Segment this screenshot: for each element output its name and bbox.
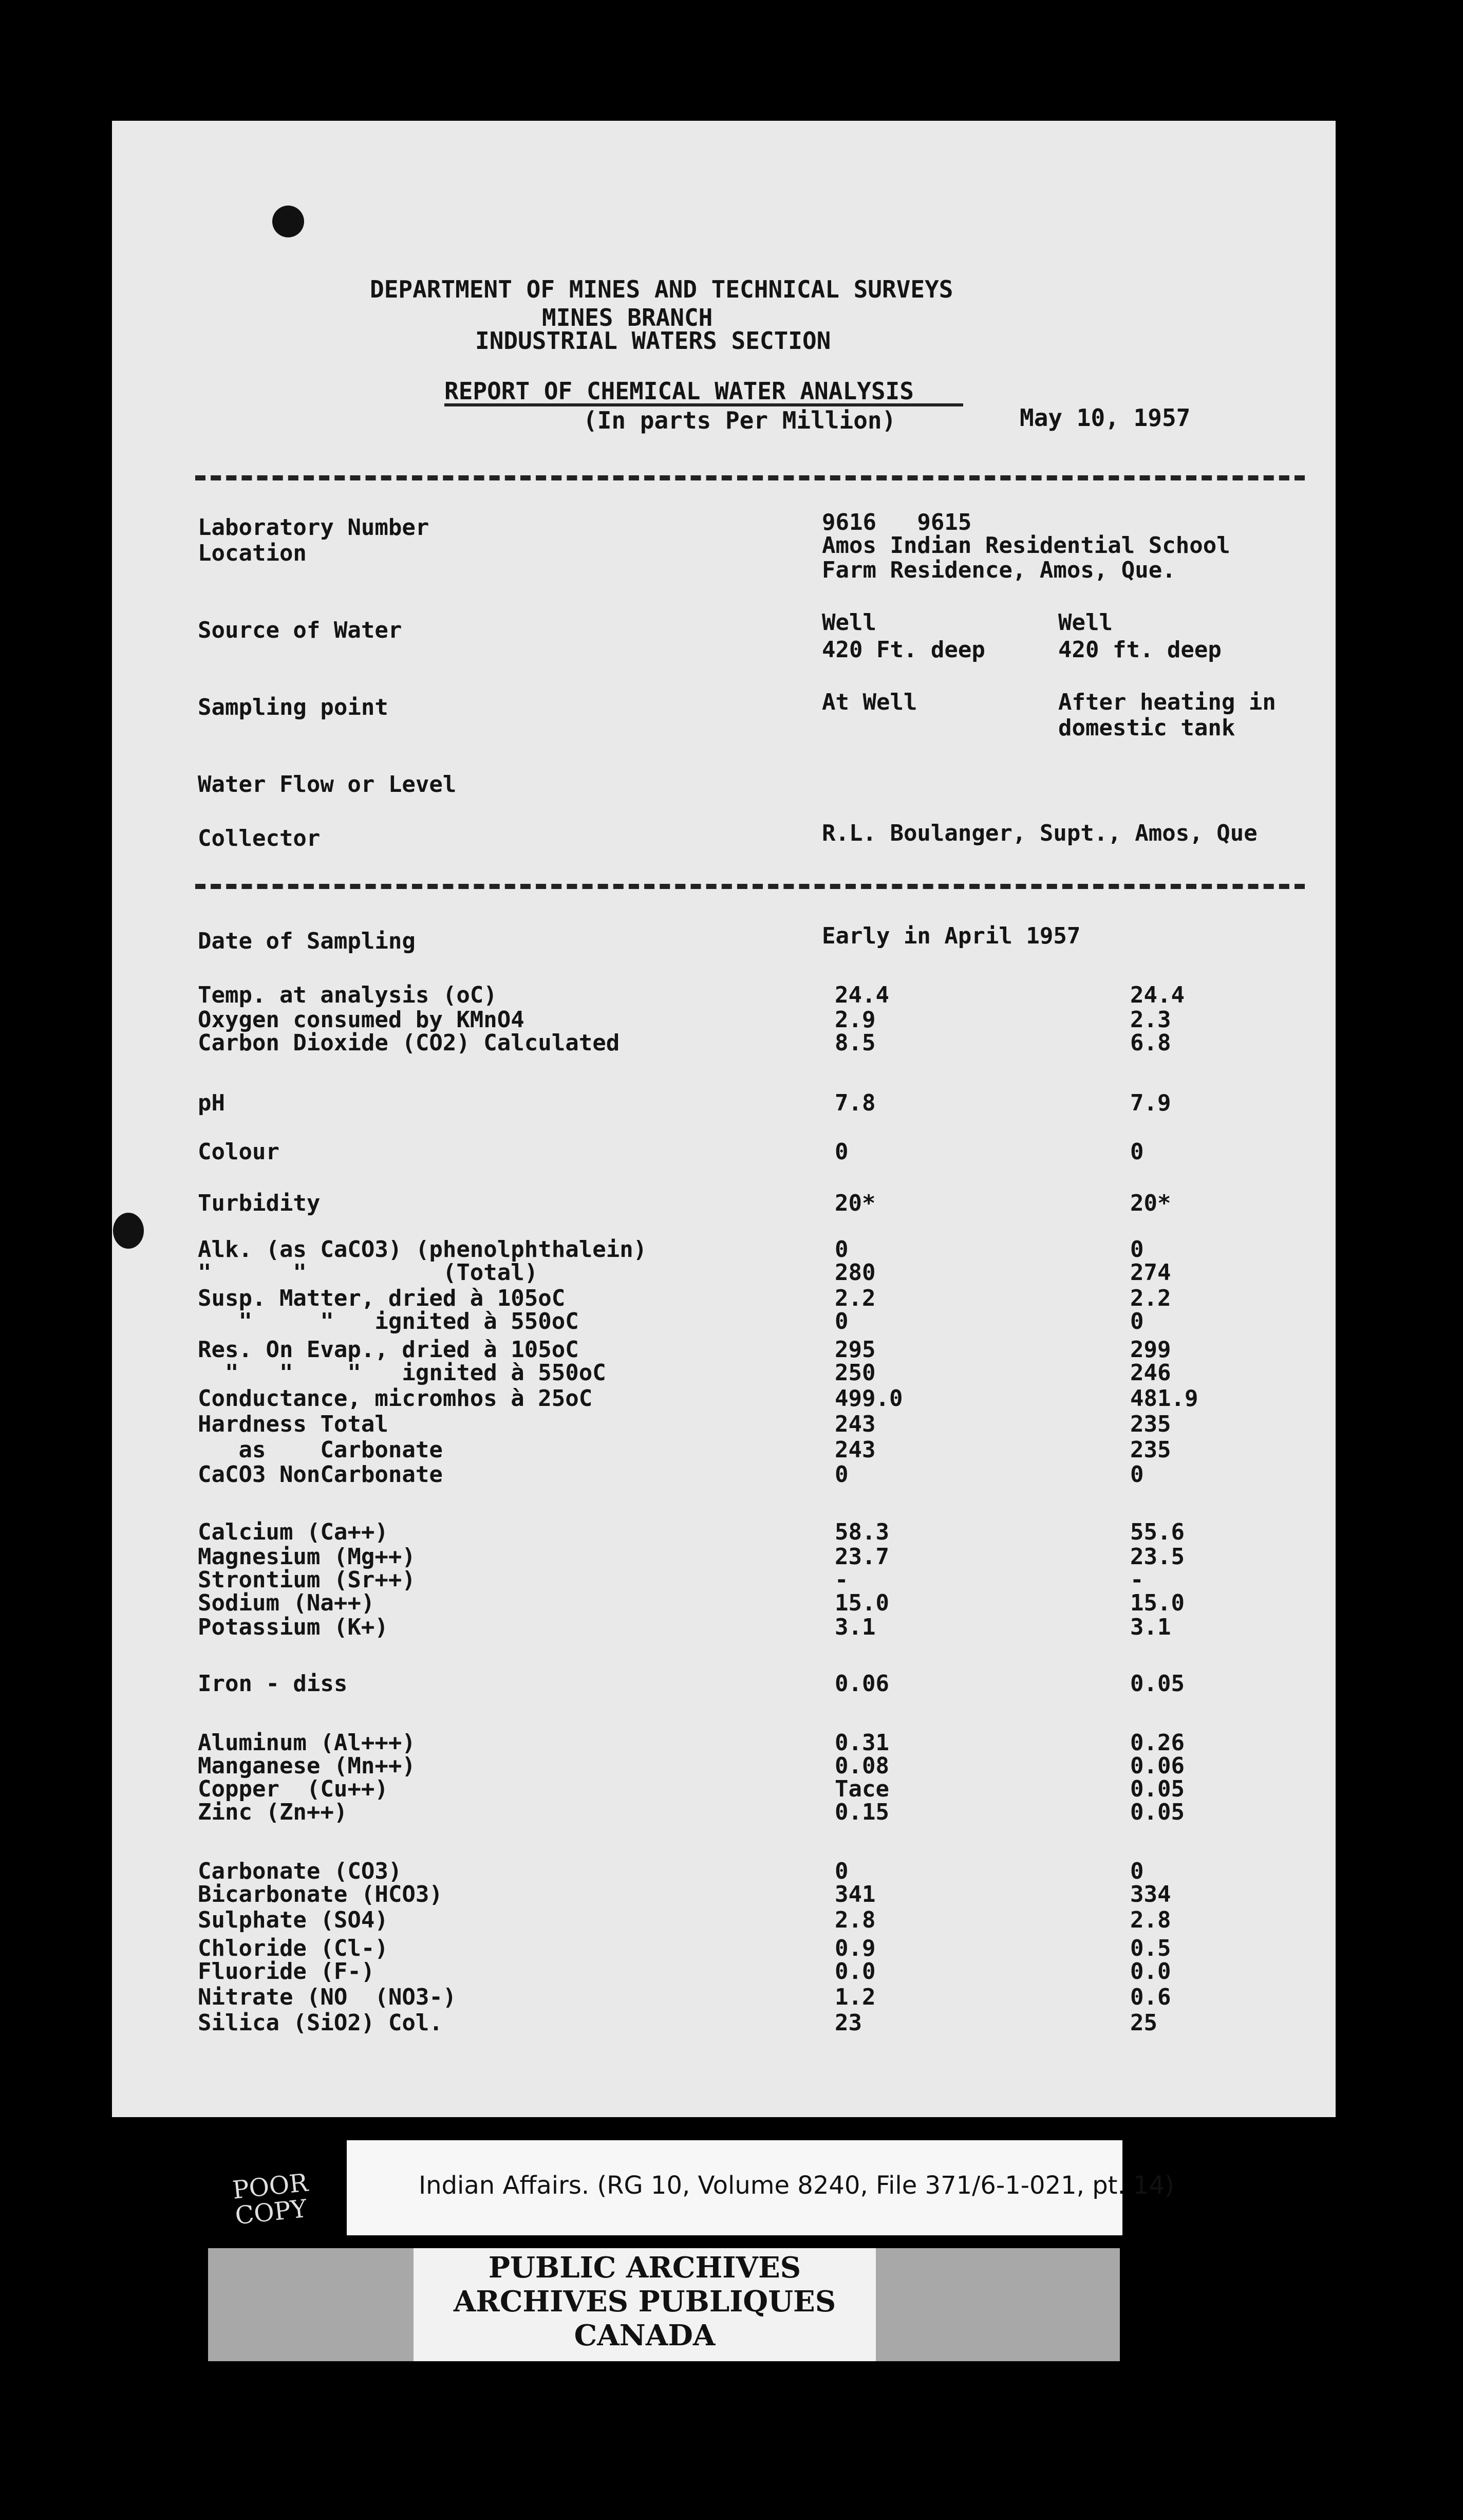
row-value-9615: 235	[1130, 1437, 1171, 1463]
row-label: Bicarbonate (HCO3)	[198, 1881, 443, 1907]
row-label: " " ignited à 550oC	[198, 1308, 579, 1335]
row-value-9616: 0.0	[835, 1958, 876, 1985]
row-value-9615: 3.1	[1130, 1614, 1171, 1640]
flow-label: Water Flow or Level	[198, 771, 457, 798]
row-value-9616: 0.06	[835, 1671, 889, 1697]
row-value-9615: 0	[1130, 1236, 1144, 1263]
row-value-9615: 0	[1130, 1858, 1144, 1884]
lab-number-values: 9616 9615	[822, 509, 972, 535]
sampling-b-line-2: domestic tank	[1058, 715, 1235, 741]
archive-stamp	[414, 2248, 876, 2361]
row-value-9616: 0	[835, 1236, 849, 1263]
row-value-9616: 2.8	[835, 1907, 876, 1933]
row-value-9616: 243	[835, 1411, 876, 1437]
row-value-9615: 15.0	[1130, 1590, 1185, 1616]
row-value-9615: 334	[1130, 1881, 1171, 1907]
archive-reference-label	[347, 2140, 1174, 2235]
collector-value: R.L. Boulanger, Supt., Amos, Que	[822, 820, 1258, 846]
row-value-9615: 0.05	[1130, 1799, 1185, 1825]
row-label: Temp. at analysis (oC)	[198, 982, 497, 1008]
row-value-9615: 23.5	[1130, 1544, 1185, 1570]
location-label: Location	[198, 540, 307, 566]
row-value-9615: 0	[1130, 1308, 1144, 1335]
row-value-9616: 2.9	[835, 1007, 876, 1033]
row-label: Nitrate (NO (NO3-)	[198, 1984, 457, 2010]
sampling-a: At Well	[822, 689, 917, 715]
stamp-line-2: ARCHIVES PUBLIQUES	[453, 2285, 836, 2319]
row-label: " " " ignited à 550oC	[198, 1360, 606, 1386]
row-value-9615: 25	[1130, 2010, 1157, 2036]
row-label: " " (Total)	[198, 1259, 538, 1286]
row-value-9615: 0.06	[1130, 1753, 1185, 1779]
row-value-9616: 0	[835, 1858, 849, 1884]
report-date: May 10, 1957	[1020, 404, 1191, 432]
row-label: Alk. (as CaCO3) (phenolphthalein)	[198, 1236, 647, 1263]
report-title: REPORT OF CHEMICAL WATER ANALYSIS	[444, 377, 914, 405]
row-value-9616: 8.5	[835, 1030, 876, 1056]
source-label: Source of Water	[198, 617, 402, 643]
row-value-9616: 15.0	[835, 1590, 889, 1616]
row-value-9615: 55.6	[1130, 1519, 1185, 1545]
row-value-9615: 246	[1130, 1360, 1171, 1386]
row-label: CaCO3 NonCarbonate	[198, 1461, 443, 1488]
row-value-9615: 2.2	[1130, 1285, 1171, 1311]
row-value-9616: 7.8	[835, 1090, 876, 1116]
source-a-line-2: 420 Ft. deep	[822, 637, 985, 663]
row-label: Potassium (K+)	[198, 1614, 388, 1640]
row-value-9616: 250	[835, 1360, 876, 1386]
row-value-9616: -	[835, 1567, 849, 1593]
stamp-line-3: CANADA	[574, 2319, 716, 2352]
row-value-9616: 0	[835, 1139, 849, 1165]
row-value-9615: 0	[1130, 1461, 1144, 1488]
row-label: Hardness Total	[198, 1411, 388, 1437]
row-value-9615: 235	[1130, 1411, 1171, 1437]
units-note: (In parts Per Million)	[583, 406, 896, 434]
row-value-9615: 2.3	[1130, 1007, 1171, 1033]
row-label: Sulphate (SO4)	[198, 1907, 388, 1933]
divider	[195, 475, 1305, 480]
row-label: Carbon Dioxide (CO2) Calculated	[198, 1030, 620, 1056]
row-value-9615: 274	[1130, 1259, 1171, 1286]
row-value-9616: 0.15	[835, 1799, 889, 1825]
stamp-line-1: PUBLIC ARCHIVES	[488, 2251, 801, 2285]
row-value-9616: 0.9	[835, 1935, 876, 1961]
row-label: Colour	[198, 1139, 279, 1165]
row-value-9615: 0.05	[1130, 1776, 1185, 1802]
row-value-9616: 23.7	[835, 1544, 889, 1570]
row-value-9616: 1.2	[835, 1984, 876, 2010]
row-label: Copper (Cu++)	[198, 1776, 388, 1802]
lab-number-label: Laboratory Number	[198, 514, 429, 541]
row-value-9616: 280	[835, 1259, 876, 1286]
row-label: Chloride (Cl-)	[198, 1935, 388, 1961]
row-label: Turbidity	[198, 1190, 321, 1216]
row-value-9615: -	[1130, 1567, 1144, 1593]
row-label: Magnesium (Mg++)	[198, 1544, 416, 1570]
divider	[195, 884, 1305, 889]
row-value-9616: 499.0	[835, 1385, 903, 1412]
row-value-9615: 24.4	[1130, 982, 1185, 1008]
row-value-9615: 20*	[1130, 1190, 1171, 1216]
row-value-9616: Tace	[835, 1776, 889, 1802]
row-value-9615: 0.05	[1130, 1671, 1185, 1697]
location-line-1: Amos Indian Residential School	[822, 532, 1230, 559]
source-a-line-1: Well	[822, 609, 876, 636]
row-label: Oxygen consumed by KMnO4	[198, 1007, 524, 1033]
row-value-9616: 0.08	[835, 1753, 889, 1779]
row-label: as Carbonate	[198, 1437, 443, 1463]
row-value-9616: 20*	[835, 1190, 876, 1216]
row-value-9616: 0	[835, 1461, 849, 1488]
source-b-line-2: 420 ft. deep	[1058, 637, 1222, 663]
archive-reference-text: Indian Affairs. (RG 10, Volume 8240, File 371/6-1-021, pt. 14)	[419, 2171, 1174, 2200]
row-value-9615: 0.0	[1130, 1958, 1171, 1985]
punch-hole	[113, 1213, 144, 1249]
row-value-9616: 23	[835, 2010, 862, 2036]
row-label: Calcium (Ca++)	[198, 1519, 388, 1545]
row-value-9615: 7.9	[1130, 1090, 1171, 1116]
row-value-9616: 58.3	[835, 1519, 889, 1545]
sampling-date-value: Early in April 1957	[822, 923, 1081, 949]
sampling-b-line-1: After heating in	[1058, 689, 1276, 715]
section-heading: INDUSTRIAL WATERS SECTION	[475, 327, 831, 355]
row-label: Susp. Matter, dried à 105oC	[198, 1285, 566, 1311]
row-label: Strontium (Sr++)	[198, 1567, 416, 1593]
sampling-date-label: Date of Sampling	[198, 928, 416, 954]
row-value-9615: 0.26	[1130, 1730, 1185, 1756]
row-value-9616: 0.31	[835, 1730, 889, 1756]
row-label: Aluminum (Al+++)	[198, 1730, 416, 1756]
department-heading: DEPARTMENT OF MINES AND TECHNICAL SURVEYS	[370, 275, 953, 303]
source-b-line-1: Well	[1058, 609, 1113, 636]
sampling-label: Sampling point	[198, 694, 388, 720]
row-label: Iron - diss	[198, 1671, 348, 1697]
row-value-9616: 243	[835, 1437, 876, 1463]
poor-copy-note: POOR COPY	[231, 2168, 310, 2231]
row-label: Zinc (Zn++)	[198, 1799, 348, 1825]
row-value-9615: 6.8	[1130, 1030, 1171, 1056]
row-label: Res. On Evap., dried à 105oC	[198, 1337, 579, 1363]
row-label: Silica (SiO2) Col.	[198, 2010, 443, 2036]
row-value-9615: 2.8	[1130, 1907, 1171, 1933]
row-label: Conductance, micromhos à 25oC	[198, 1385, 593, 1412]
location-line-2: Farm Residence, Amos, Que.	[822, 557, 1176, 583]
branch-heading: MINES BRANCH	[542, 304, 713, 331]
row-value-9616: 295	[835, 1337, 876, 1363]
row-value-9616: 24.4	[835, 982, 889, 1008]
collector-label: Collector	[198, 825, 321, 851]
row-label: pH	[198, 1090, 225, 1116]
row-label: Carbonate (CO3)	[198, 1858, 402, 1884]
row-value-9616: 341	[835, 1881, 876, 1907]
archive-stamp-strip	[208, 2248, 1120, 2361]
row-value-9615: 0.5	[1130, 1935, 1171, 1961]
row-value-9615: 299	[1130, 1337, 1171, 1363]
row-value-9615: 481.9	[1130, 1385, 1198, 1412]
row-value-9616: 2.2	[835, 1285, 876, 1311]
row-label: Manganese (Mn++)	[198, 1753, 416, 1779]
punch-hole	[272, 206, 304, 237]
row-value-9616: 0	[835, 1308, 849, 1335]
row-value-9615: 0.6	[1130, 1984, 1171, 2010]
row-value-9616: 3.1	[835, 1614, 876, 1640]
row-label: Sodium (Na++)	[198, 1590, 375, 1616]
row-label: Fluoride (F-)	[198, 1958, 375, 1985]
row-value-9615: 0	[1130, 1139, 1144, 1165]
